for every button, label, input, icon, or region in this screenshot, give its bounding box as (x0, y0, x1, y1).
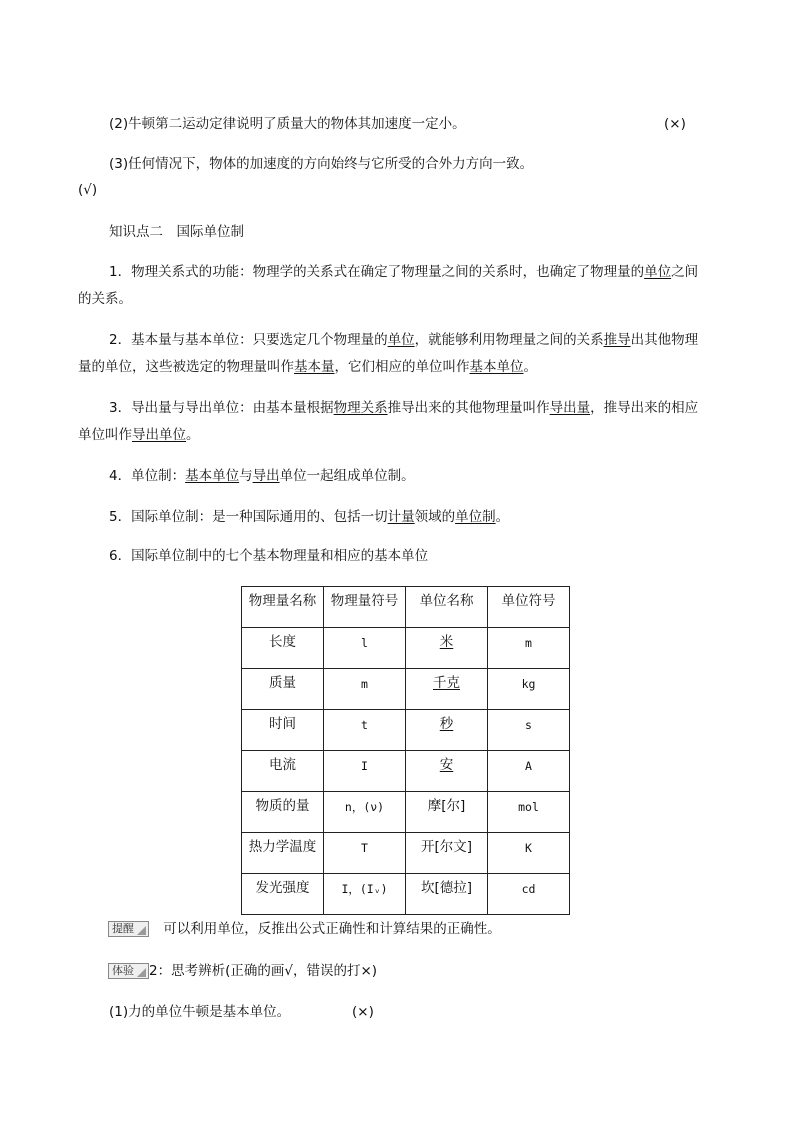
table-row (242, 874, 570, 915)
unit-name-cell: 秒 (406, 710, 488, 751)
question-1: (1)力的单位牛顿是基本单位。 (109, 1004, 291, 1020)
question-2-answer: (×) (664, 116, 686, 132)
unit-symbol-cell: m (488, 628, 570, 669)
tip-badge: 提醒 (108, 921, 149, 937)
question-2: (2)牛顿第二运动定律说明了质量大的物体其加速度一定小。 (109, 116, 466, 132)
question-3: (3)任何情况下，物体的加速度的方向始终与它所受的合外力方向一致。 (109, 156, 534, 172)
paragraph-6-title: 6．国际单位制中的七个基本物理量和相应的基本单位 (109, 548, 429, 564)
unit-name-cell: 开[尔文] (406, 833, 488, 874)
quantity-name-cell: 质量 (242, 669, 324, 710)
paragraph-1-line-1: 1．物理关系式的功能：物理学的关系式在确定了物理量之间的关系时，也确定了物理量的单位之间 (109, 264, 699, 280)
quantity-name-cell: 发光强度 (242, 874, 324, 915)
table-row (242, 628, 570, 669)
experience-line (108, 961, 377, 981)
unit-name-cell: 安 (406, 751, 488, 792)
unit-symbol-cell: cd (488, 874, 570, 915)
paragraph-4: 4．单位制：基本单位与导出单位一起组成单位制。 (109, 468, 415, 484)
table-header-cell: 单位名称 (406, 587, 488, 628)
quantity-symbol-cell: l (324, 628, 406, 669)
quantity-name-cell: 物质的量 (242, 792, 324, 833)
quantity-symbol-cell: n，(ν) (324, 792, 406, 833)
paragraph-3-line-2: 单位叫作导出单位。 (78, 427, 200, 443)
table-header-row (242, 587, 570, 628)
paragraph-1-line-2: 的关系。 (78, 291, 132, 307)
question-1-answer: (×) (352, 1004, 374, 1020)
unit-symbol-cell: mol (488, 792, 570, 833)
table-row (242, 710, 570, 751)
unit-symbol-cell: A (488, 751, 570, 792)
paragraph-3-line-1: 3．导出量与导出单位：由基本量根据物理关系推导出来的其他物理量叫作导出量，推导出来的相应 (109, 400, 699, 416)
section-heading: 知识点二 国际单位制 (109, 224, 244, 240)
table-row (242, 751, 570, 792)
table-header-cell: 物理量符号 (324, 587, 406, 628)
unit-symbol-cell: s (488, 710, 570, 751)
quantity-symbol-cell: I，(Iᵥ) (324, 874, 406, 915)
paragraph-2-line-2: 量的单位，这些被选定的物理量叫作基本量，它们相应的单位叫作基本单位。 (78, 359, 537, 375)
quantity-name-cell: 时间 (242, 710, 324, 751)
quantity-name-cell: 长度 (242, 628, 324, 669)
quantity-symbol-cell: t (324, 710, 406, 751)
table-row (242, 833, 570, 874)
si-base-units-table (241, 586, 570, 915)
tip-line (108, 919, 501, 939)
experience-badge: 体验 (108, 963, 149, 979)
quantity-symbol-cell: T (324, 833, 406, 874)
unit-symbol-cell: kg (488, 669, 570, 710)
quantity-name-cell: 电流 (242, 751, 324, 792)
table-header-cell: 单位符号 (488, 587, 570, 628)
tip-text: 可以利用单位，反推出公式正确性和计算结果的正确性。 (163, 921, 501, 937)
unit-name-cell: 坎[德拉] (406, 874, 488, 915)
unit-name-cell: 千克 (406, 669, 488, 710)
paragraph-2-line-1: 2．基本量与基本单位：只要选定几个物理量的单位，就能够利用物理量之间的关系推导出其他物理 (109, 332, 699, 348)
table-header-cell: 物理量名称 (242, 587, 324, 628)
experience-text: 2：思考辨析(正确的画√，错误的打×) (149, 963, 378, 979)
quantity-symbol-cell: m (324, 669, 406, 710)
table-row (242, 792, 570, 833)
quantity-name-cell: 热力学温度 (242, 833, 324, 874)
question-3-answer: (√) (78, 182, 98, 198)
quantity-symbol-cell: I (324, 751, 406, 792)
unit-name-cell: 摩[尔] (406, 792, 488, 833)
unit-symbol-cell: K (488, 833, 570, 874)
paragraph-5: 5．国际单位制：是一种国际通用的、包括一切计量领域的单位制。 (109, 509, 510, 525)
unit-name-cell: 米 (406, 628, 488, 669)
table-row (242, 669, 570, 710)
